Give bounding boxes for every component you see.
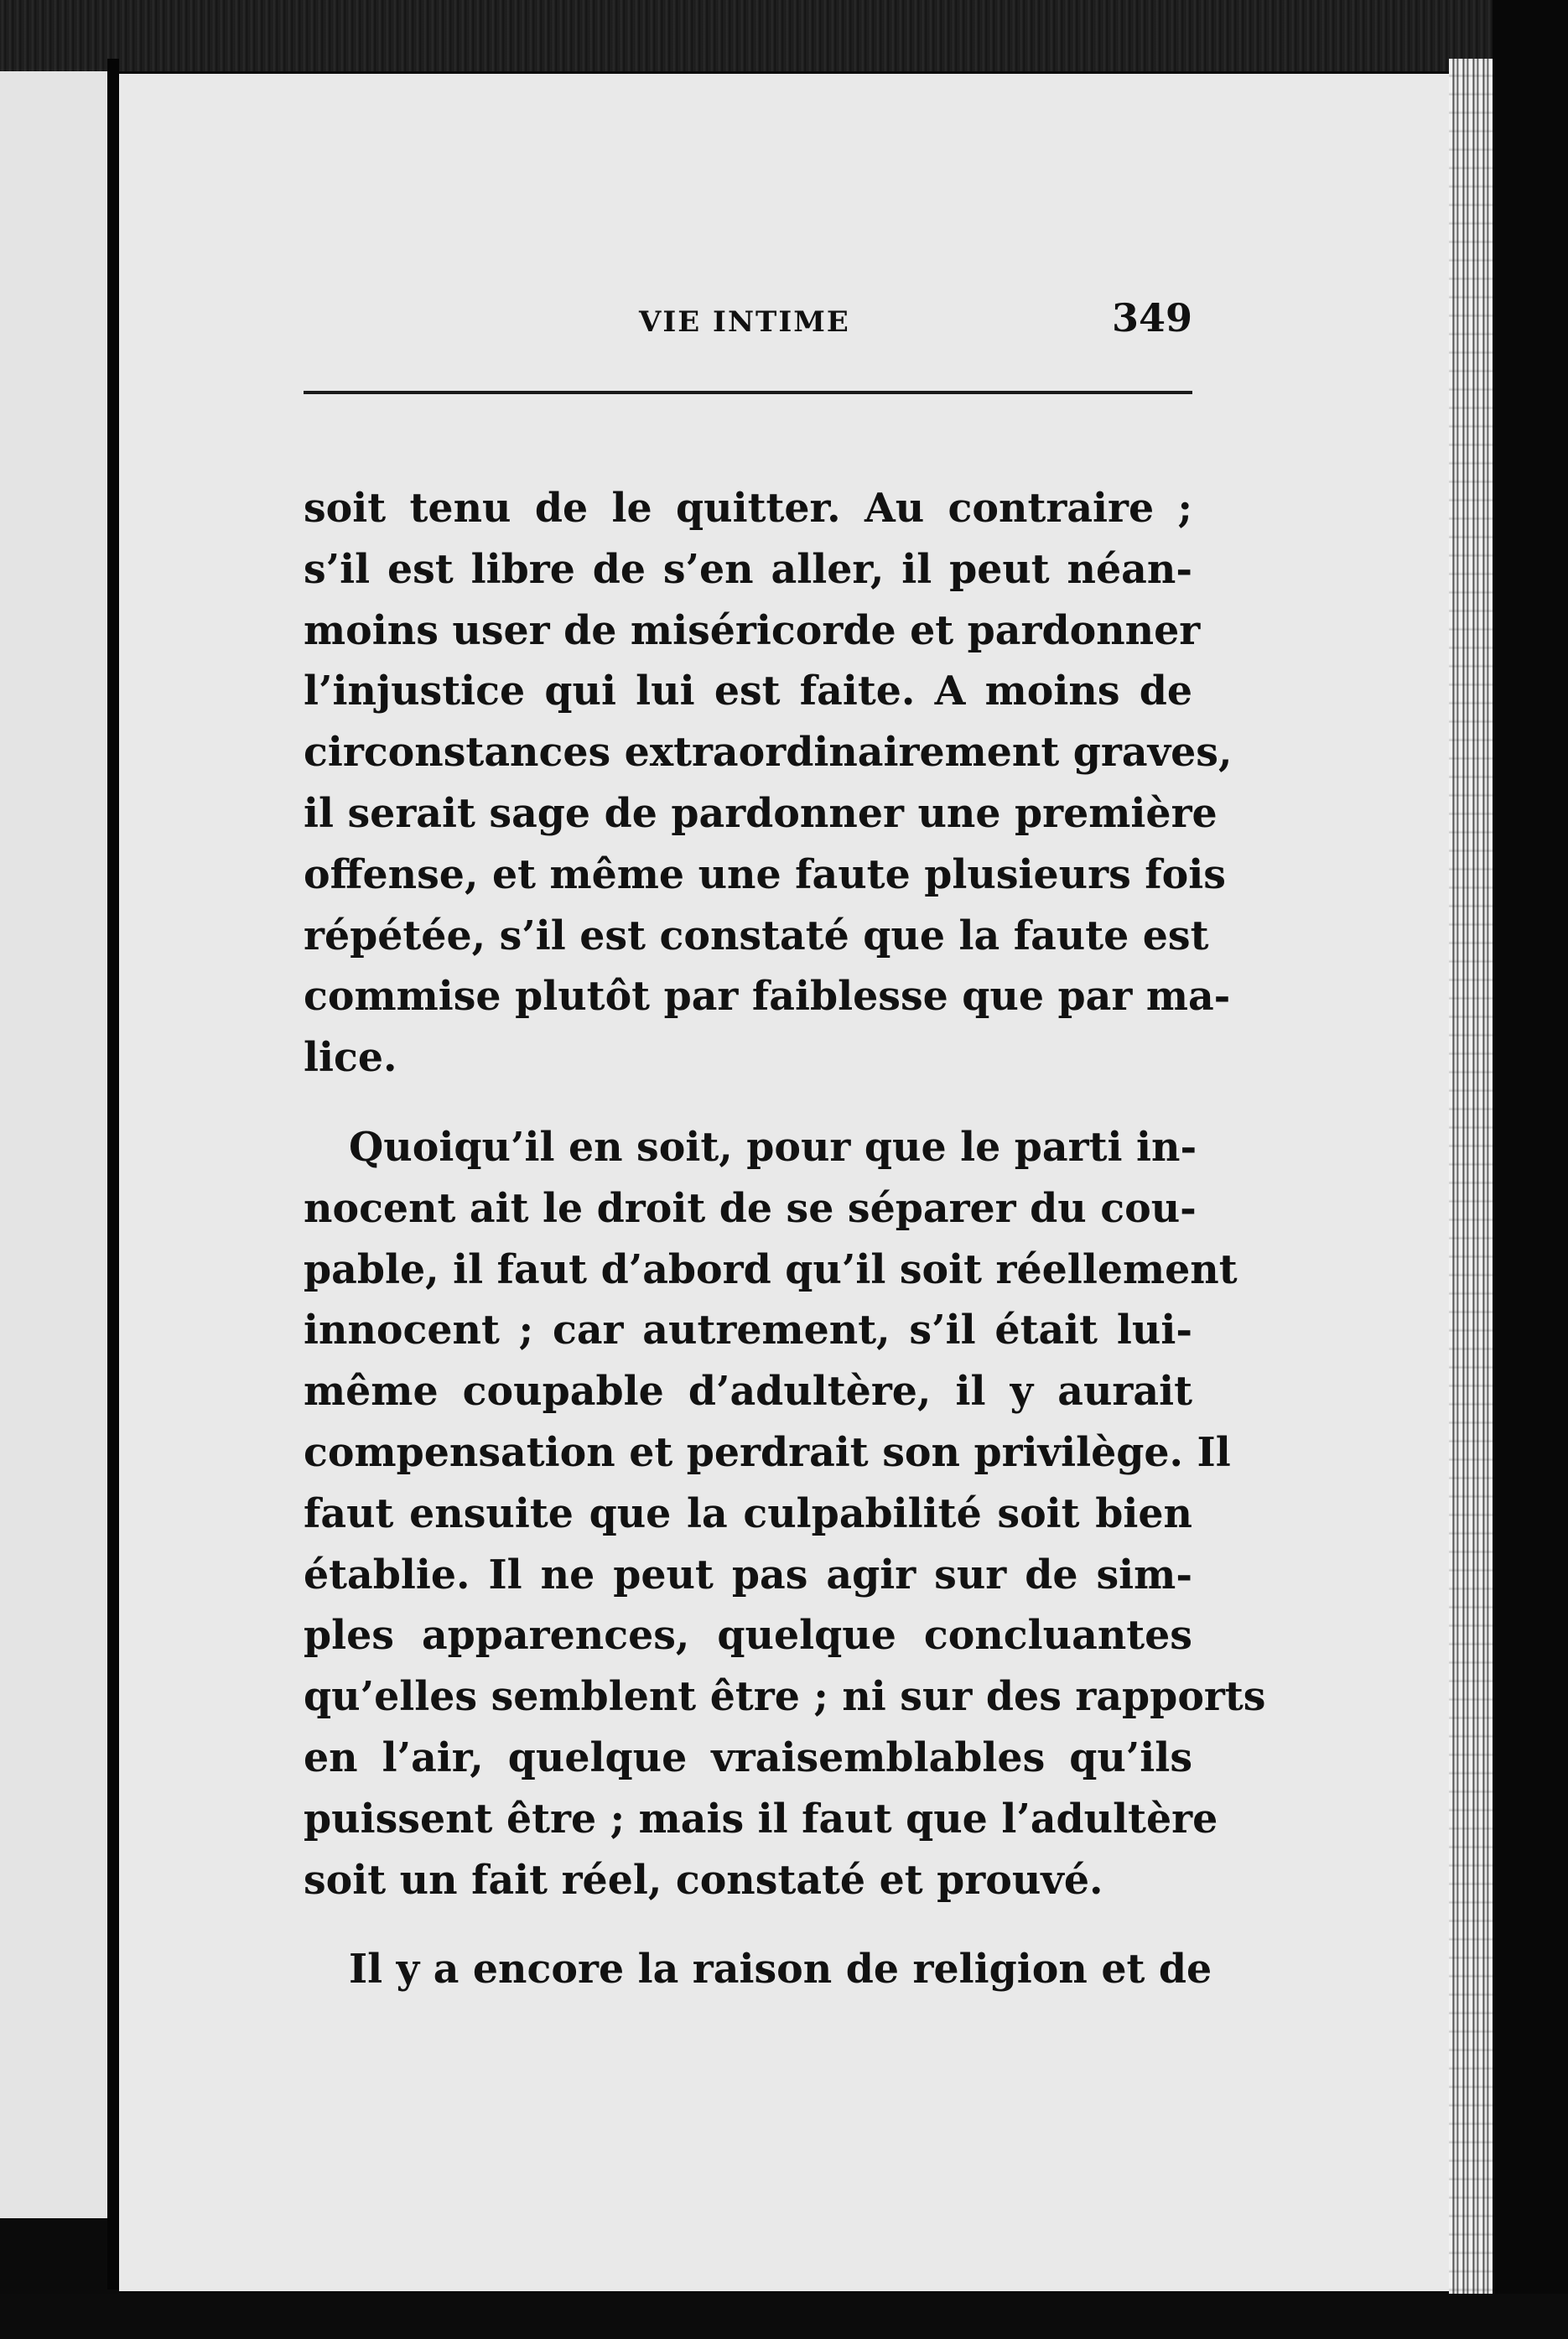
- scan-bottom-border: [0, 2294, 1568, 2339]
- page-number: 349: [1111, 295, 1192, 340]
- text-line: offense, et même une faute plusieurs fois: [304, 850, 1226, 898]
- text-line: Quoiqu’il en soit, pour que le parti in-: [349, 1123, 1197, 1171]
- scan-right-border: [1493, 0, 1568, 2339]
- text-line: commise plutôt par faiblesse que par ma-: [304, 973, 1231, 1021]
- paragraph-gap: [304, 1089, 1192, 1117]
- text-line: faut ensuite que la culpabilité soit bien: [304, 1489, 1192, 1537]
- text-line: en l’air, quelque vraisemblables qu’ils: [304, 1733, 1192, 1781]
- text-line: innocent ; car autrement, s’il était lui-: [304, 1307, 1192, 1354]
- body-text: [304, 478, 1266, 2000]
- text-line: soit un fait réel, constaté et prouvé.: [304, 1856, 1103, 1904]
- text-line: soit tenu de le quitter. Au contraire ;: [304, 485, 1192, 532]
- header-rule: [304, 391, 1192, 394]
- text-line: compensation et perdrait son privilège. Il: [304, 1428, 1231, 1476]
- text-line: lice.: [304, 1034, 397, 1082]
- text-line: établie. Il ne peut pas agir sur de sim-: [304, 1551, 1192, 1598]
- previous-page-edge: [0, 71, 107, 2218]
- text-line: nocent ait le droit de se séparer du cou-: [304, 1184, 1197, 1232]
- text-line: puissent être ; mais il faut que l’adultère: [304, 1795, 1218, 1843]
- text-line: ples apparences, quelque concluantes: [304, 1612, 1192, 1660]
- book-gutter: [107, 59, 119, 2290]
- text-line: moins user de miséricorde et pardonner: [304, 606, 1201, 654]
- text-line: circonstances extraordinairement graves,: [304, 729, 1233, 777]
- text-line: même coupable d’adultère, il y aurait: [304, 1368, 1192, 1416]
- text-line: s’il est libre de s’en aller, il peut néan-: [304, 545, 1192, 593]
- text-line: il serait sage de pardonner une première: [304, 789, 1218, 837]
- text-line: répétée, s’il est constaté que la faute est: [304, 912, 1209, 959]
- text-line: pable, il faut d’abord qu’il soit réellement: [304, 1245, 1238, 1293]
- scan-top-border: [0, 0, 1568, 71]
- paragraph-gap: [304, 1910, 1192, 1939]
- text-line: Il y a encore la raison de religion et de: [349, 1946, 1212, 1993]
- text-line: qu’elles semblent être ; ni sur des rapports: [304, 1673, 1266, 1721]
- running-head: [304, 295, 1192, 346]
- running-title: VIE INTIME: [639, 305, 850, 339]
- text-line: l’injustice qui lui est faite. A moins de: [304, 668, 1192, 715]
- page-stack-shading: [1449, 59, 1493, 2306]
